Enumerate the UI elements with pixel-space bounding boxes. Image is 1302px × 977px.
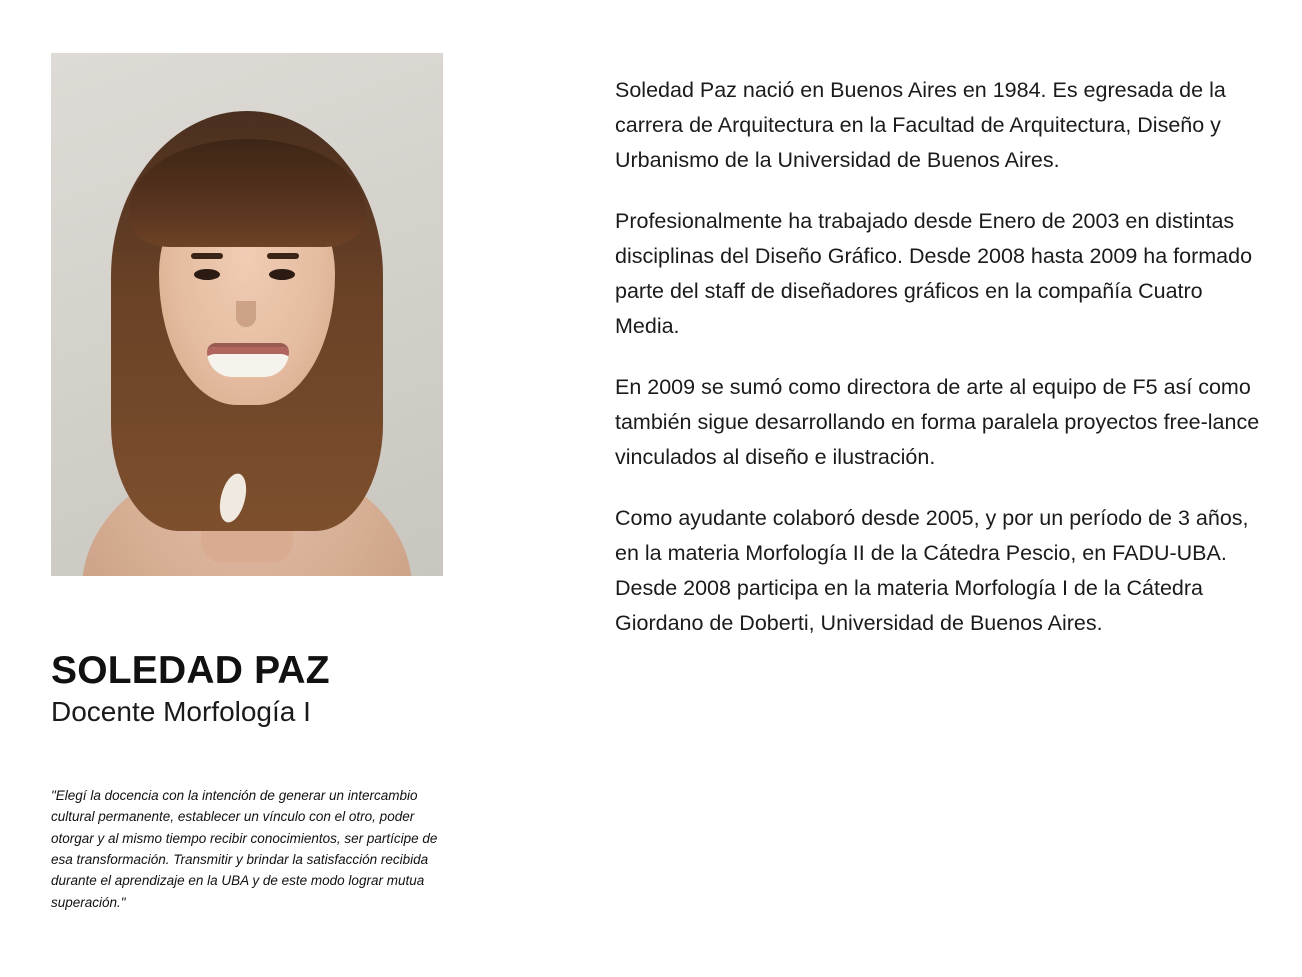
eye-right-shape — [269, 269, 295, 280]
person-name: SOLEDAD PAZ — [51, 649, 330, 692]
person-role: Docente Morfología I — [51, 695, 311, 727]
nose-shape — [236, 301, 256, 327]
eye-left-shape — [194, 269, 220, 280]
portrait-photo — [51, 53, 443, 576]
bio-paragraph: Profesionalmente ha trabajado desde Enero de 2003 en distintas disciplinas del Diseño Gráfico. Desde 2008 hasta 2009 ha formado parte del staff de diseñadores gráficos en la compañía Cuatro Media. — [615, 209, 1253, 339]
eyebrow-left-shape — [191, 253, 223, 259]
biography-column — [615, 73, 1260, 641]
bio-paragraph: Como ayudante colaboró desde 2005, y por un período de 3 años, en la materia Morfología II de la Cátedra Pescio, en FADU-UBA. Desde 2008 participa en la materia Morfología I de la Cátedra Giordano de Doberti, Universidad de Buenos Aires. — [615, 506, 1249, 636]
left-column — [51, 53, 551, 913]
bio-paragraph: En 2009 se sumó como directora de arte al equipo de F5 así como también sigue desarrollando en forma paralela proyectos free-lance vinculados al diseño e ilustración. — [615, 375, 1260, 470]
personal-quote: "Elegí la docencia con la intención de generar un intercambio cultural permanente, establecer un vínculo con el otro, poder otorgar y al mismo tiempo recibir conocimientos, ser partícipe de esa transformación. Transmitir y brindar la satisfacción recibida durante el aprendizaje en la UBA y de este modo lograr mutua superación." — [51, 788, 438, 910]
eyebrow-right-shape — [267, 253, 299, 259]
mouth-shape — [207, 343, 289, 377]
bio-paragraph: Soledad Paz nació en Buenos Aires en 1984. Es egresada de la carrera de Arquitectura en la Facultad de Arquitectura, Diseño y Urbanismo de la Universidad de Buenos Aires. — [615, 78, 1226, 173]
